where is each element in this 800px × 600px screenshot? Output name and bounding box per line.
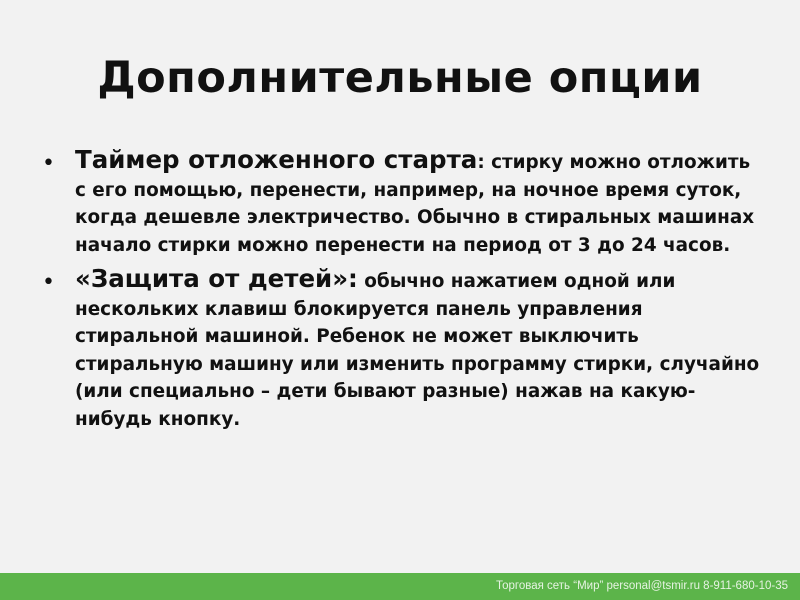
bullet-item-timer <box>42 146 762 259</box>
bullet-marker: • <box>42 151 55 176</box>
bullet-body-child-lock: обычно нажатием одной или нескольких клавиш блокируется панель управления стиральной машиной. Ребенок не может выключить стиральную машину или изменить программу стирки, случайно (или специально – дети бывают разные) нажав на какую-нибудь кнопку. <box>75 271 760 430</box>
bullet-paragraph <box>75 265 762 433</box>
bullet-marker: • <box>42 270 55 295</box>
bullet-item-child-lock <box>42 265 762 433</box>
bullet-list <box>42 146 762 439</box>
bullet-body-timer: : стирку можно отложить с его помощью, перенести, например, на ночное время суток, когда дешевле электричество. Обычно в стиральных машинах начало стирки можно перенести на период от 3 до 24 часов. <box>75 152 755 256</box>
slide-title: Дополнительные опции <box>97 53 703 103</box>
footer-contact-text: Торговая сеть “Мир” personal@tsmir.ru 8-911-680-10-35 <box>495 580 788 592</box>
bullet-lead-child-lock: «Защита от детей»: <box>75 264 358 293</box>
footer-bar <box>0 573 800 600</box>
bullet-paragraph <box>75 146 762 259</box>
bullet-lead-timer: Таймер отложенного старта <box>75 145 478 174</box>
